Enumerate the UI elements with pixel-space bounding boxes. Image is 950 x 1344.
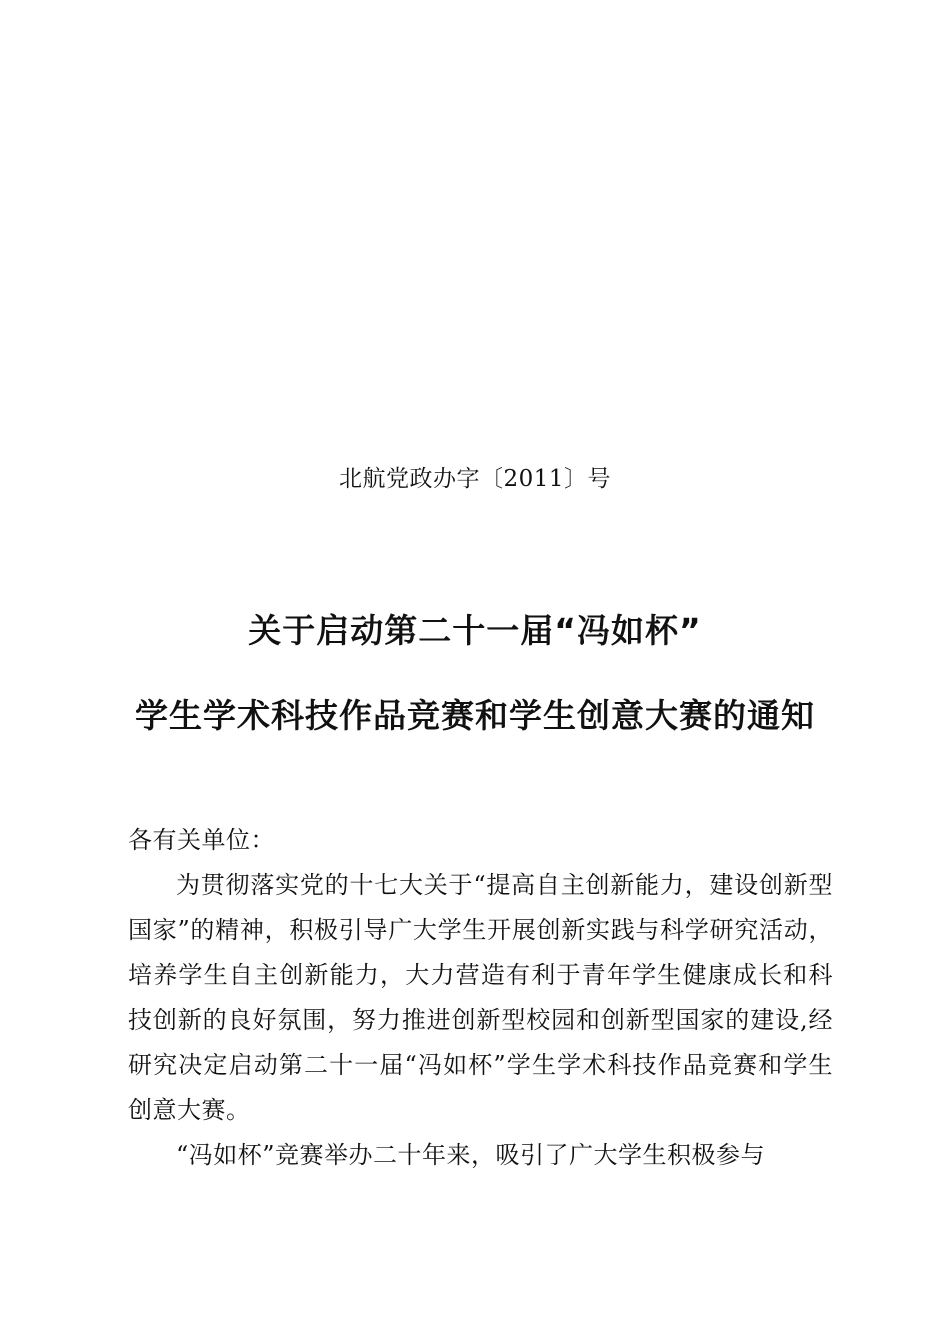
document-body [128,818,833,1178]
document-title-line-2: 学生学术科技作品竞赛和学生创意大赛的通知 [135,696,815,735]
paragraph-1: 为贯彻落实党的十七大关于“提高自主创新能力，建设创新型国家”的精神，积极引导广大学生开展创新实践与科学研究活动，培养学生自主创新能力，大力营造有利于青年学生健康成长和科技创新的良好氛围，努力推进创新型校园和创新型国家的建设,经研究决定启动第二十一届“冯如杯”学生学术科技作品竞赛和学生创意大赛。 [128,871,833,1124]
document-title-line-1: 关于启动第二十一届“冯如杯” [248,611,702,650]
document-number: 北航党政办字〔2011〕号 [338,466,612,492]
paragraph-2: “冯如杯”竞赛举办二十年来，吸引了广大学生积极参与 [176,1141,766,1169]
salutation: 各有关单位： [128,826,275,854]
